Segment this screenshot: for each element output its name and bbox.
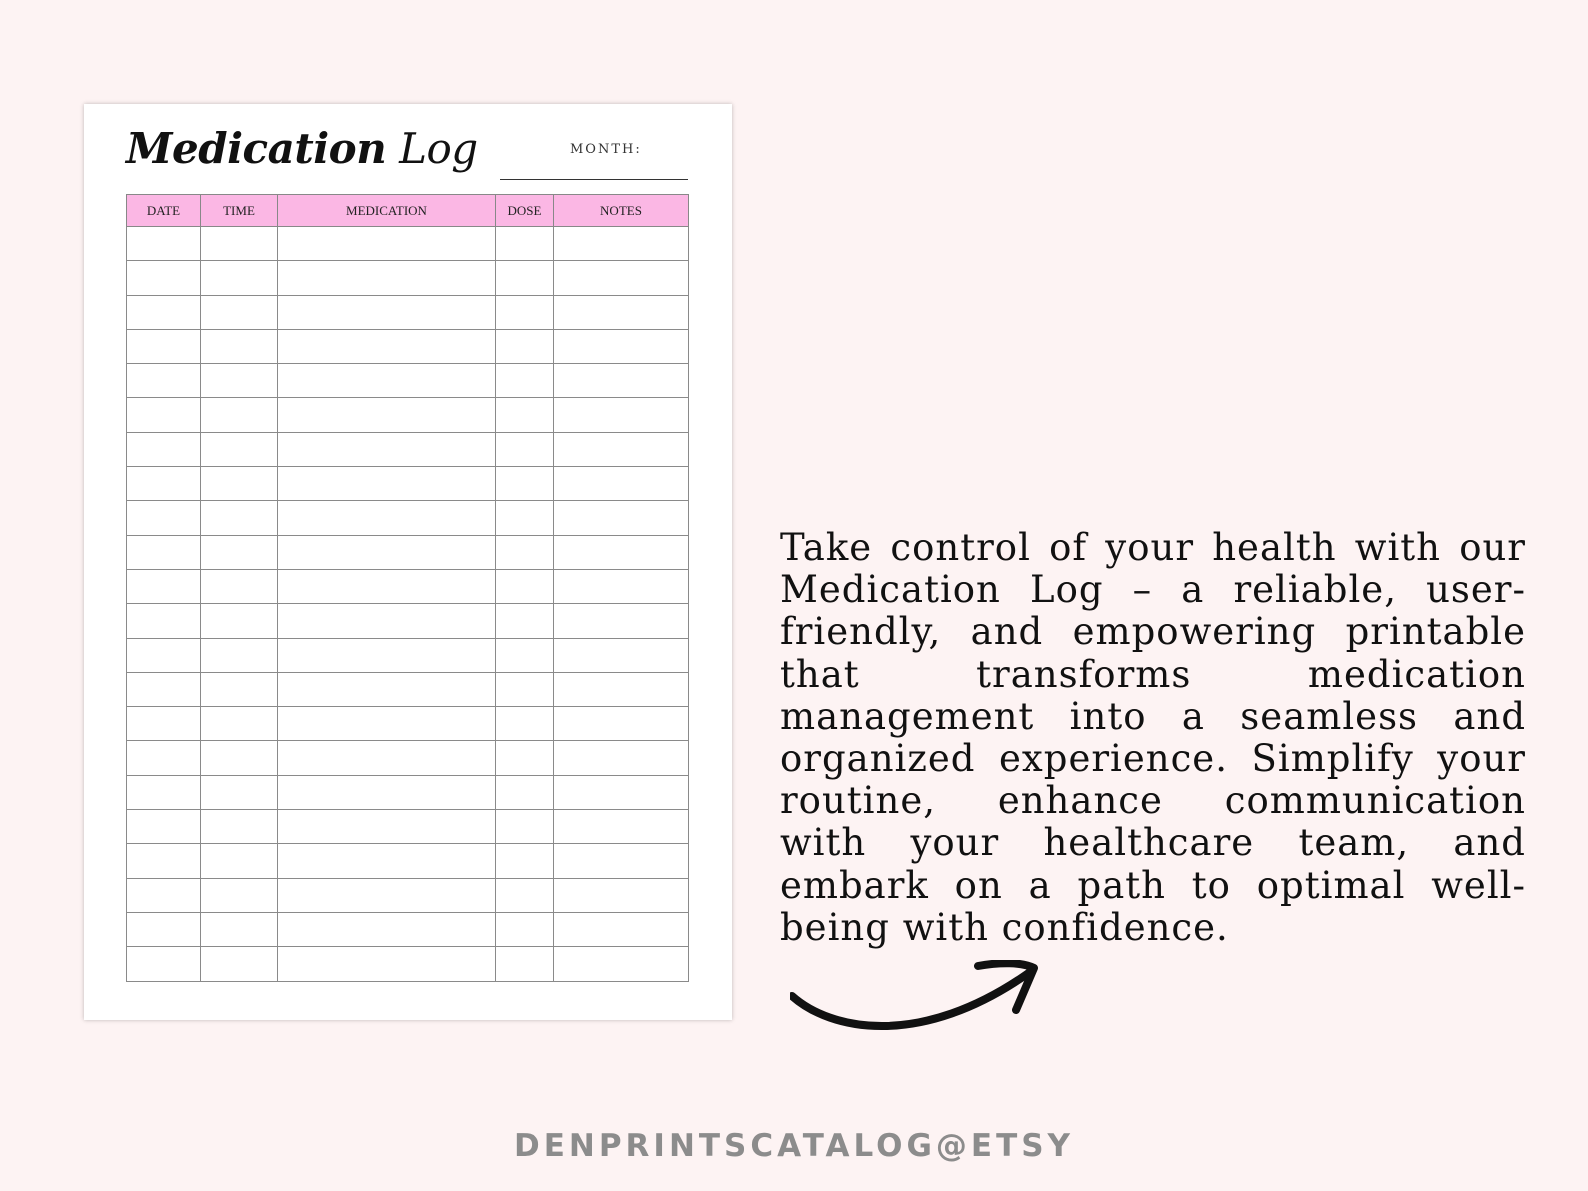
table-cell-medication [278,295,496,329]
table-cell-time [201,707,278,741]
table-cell-notes [554,707,689,741]
table-cell-notes [554,261,689,295]
table-cell-date [127,810,201,844]
table-cell-medication [278,329,496,363]
table-cell-date [127,878,201,912]
table-row [127,364,689,398]
table-row [127,604,689,638]
table-cell-date [127,775,201,809]
table-cell-date [127,329,201,363]
table-cell-time [201,912,278,946]
table-body [127,227,689,982]
column-header-notes: NOTES [554,195,689,227]
table-cell-date [127,844,201,878]
table-cell-medication [278,947,496,981]
table-cell-date [127,467,201,501]
table-cell-dose [496,844,554,878]
table-cell-notes [554,329,689,363]
month-label: MONTH: [570,142,642,157]
table-row [127,295,689,329]
column-header-date: DATE [127,195,201,227]
table-cell-medication [278,741,496,775]
table-cell-time [201,672,278,706]
table-cell-dose [496,569,554,603]
table-cell-date [127,295,201,329]
table-cell-time [201,535,278,569]
table-cell-medication [278,844,496,878]
table-row [127,432,689,466]
table-cell-dose [496,295,554,329]
table-row [127,775,689,809]
table-cell-dose [496,364,554,398]
table-cell-medication [278,364,496,398]
table-cell-notes [554,227,689,261]
table-cell-notes [554,672,689,706]
table-cell-date [127,707,201,741]
table-row [127,947,689,981]
table-row [127,844,689,878]
table-cell-notes [554,638,689,672]
table-cell-medication [278,775,496,809]
table-cell-medication [278,398,496,432]
table-row [127,741,689,775]
table-cell-notes [554,810,689,844]
table-cell-notes [554,398,689,432]
table-cell-dose [496,810,554,844]
table-cell-time [201,844,278,878]
table-row [127,672,689,706]
table-cell-time [201,261,278,295]
table-cell-notes [554,844,689,878]
description-text: Take control of your health with our Medication Log – a reliable, user-friendly, and empowering printable that transforms medication management into a seamless and organized experience. Simplify your routine, enhance communication with your healthcare team, and embark on a path to optimal well-being with confidence. [780,526,1526,949]
table-cell-time [201,329,278,363]
table-row [127,707,689,741]
table-cell-dose [496,912,554,946]
table-cell-medication [278,638,496,672]
table-cell-date [127,398,201,432]
table-cell-medication [278,467,496,501]
table-cell-time [201,467,278,501]
table-row [127,227,689,261]
table-row [127,878,689,912]
table-cell-notes [554,535,689,569]
table-cell-dose [496,501,554,535]
table-cell-dose [496,398,554,432]
table-cell-dose [496,329,554,363]
table-cell-date [127,947,201,981]
column-header-dose: DOSE [496,195,554,227]
table-cell-medication [278,604,496,638]
table-cell-notes [554,467,689,501]
table-cell-time [201,398,278,432]
table-cell-time [201,878,278,912]
shop-footer: DENPRINTSCATALOG@ETSY [513,1128,1074,1164]
table-row [127,638,689,672]
table-cell-date [127,364,201,398]
table-cell-time [201,501,278,535]
table-cell-time [201,775,278,809]
table-cell-dose [496,878,554,912]
table-cell-time [201,741,278,775]
table-row [127,535,689,569]
table-cell-medication [278,501,496,535]
table-cell-time [201,604,278,638]
medication-log-sheet [84,104,732,1020]
table-row [127,810,689,844]
table-cell-medication [278,810,496,844]
table-cell-medication [278,432,496,466]
table-cell-time [201,295,278,329]
title-light-word: Log [399,124,478,173]
table-row [127,912,689,946]
table-cell-dose [496,741,554,775]
table-cell-time [201,227,278,261]
table-cell-date [127,227,201,261]
table-row [127,501,689,535]
sheet-title [126,124,478,173]
table-cell-medication [278,912,496,946]
table-cell-date [127,604,201,638]
table-cell-notes [554,604,689,638]
table-cell-notes [554,295,689,329]
table-cell-time [201,638,278,672]
table-cell-time [201,810,278,844]
table-row [127,329,689,363]
table-row [127,398,689,432]
table-cell-medication [278,878,496,912]
table-cell-date [127,638,201,672]
table-cell-notes [554,569,689,603]
table-cell-dose [496,227,554,261]
table-cell-date [127,535,201,569]
table-cell-date [127,261,201,295]
table-cell-dose [496,467,554,501]
table-cell-date [127,501,201,535]
table-cell-time [201,364,278,398]
month-field-line [500,179,688,180]
table-cell-date [127,741,201,775]
table-cell-medication [278,707,496,741]
table-cell-dose [496,638,554,672]
table-cell-time [201,569,278,603]
table-cell-notes [554,912,689,946]
table-cell-notes [554,775,689,809]
table-cell-date [127,432,201,466]
table-cell-dose [496,261,554,295]
table-cell-medication [278,535,496,569]
curved-arrow-right-icon [790,960,1060,1055]
column-header-medication: MEDICATION [278,195,496,227]
table-cell-dose [496,604,554,638]
table-cell-medication [278,569,496,603]
medication-log-table [126,194,689,982]
table-cell-dose [496,672,554,706]
table-cell-notes [554,432,689,466]
title-bold-word: Medication [126,124,387,173]
table-cell-dose [496,535,554,569]
table-cell-time [201,432,278,466]
table-row [127,569,689,603]
table-cell-medication [278,672,496,706]
table-cell-dose [496,707,554,741]
table-cell-medication [278,227,496,261]
column-header-time: TIME [201,195,278,227]
table-cell-date [127,912,201,946]
table-cell-dose [496,432,554,466]
table-cell-notes [554,878,689,912]
table-cell-notes [554,501,689,535]
table-cell-dose [496,947,554,981]
table-cell-notes [554,364,689,398]
table-cell-dose [496,775,554,809]
table-cell-notes [554,947,689,981]
table-cell-date [127,569,201,603]
table-cell-date [127,672,201,706]
table-header-row [127,195,689,227]
table-cell-notes [554,741,689,775]
table-cell-time [201,947,278,981]
table-row [127,467,689,501]
table-row [127,261,689,295]
table-cell-medication [278,261,496,295]
